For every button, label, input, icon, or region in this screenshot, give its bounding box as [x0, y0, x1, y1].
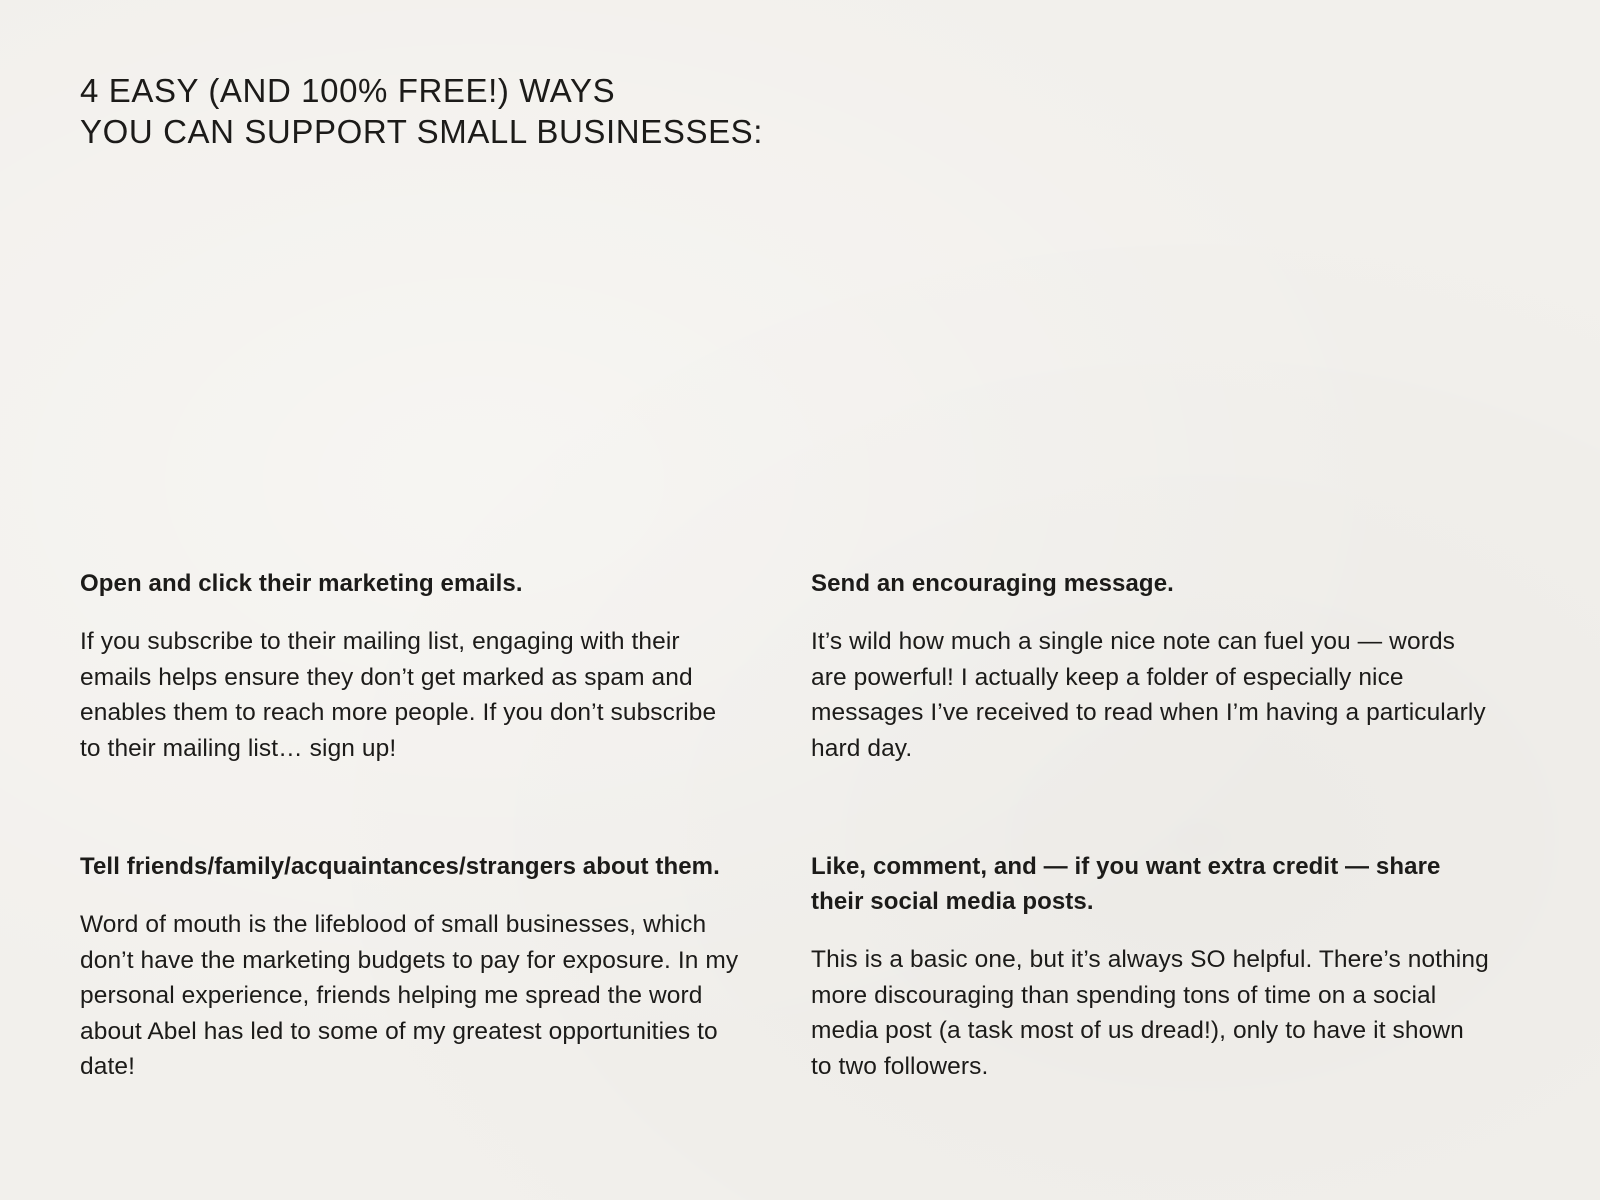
page-title	[80, 70, 980, 152]
tip-tell-friends	[80, 849, 740, 1085]
tip-heading: Open and click their marketing emails.	[80, 570, 523, 597]
tip-body: If you subscribe to their mailing list, engaging with their emails helps ensure they don’t get marked as spam and enables them to reach more people. If you don’t subscribe to their mailing list… sign up!	[80, 628, 717, 762]
tip-body: This is a basic one, but it’s always SO helpful. There’s nothing more discouraging than spending tons of time on a social media post (a task most of us dread!), only to have it shown to two followers.	[811, 946, 1489, 1080]
tip-encouraging-message	[811, 566, 1491, 766]
tip-heading: Tell friends/family/acquaintances/strangers about them.	[80, 853, 720, 880]
page-title-line-2: YOU CAN SUPPORT SMALL BUSINESSES:	[80, 113, 764, 150]
tip-body: Word of mouth is the lifeblood of small businesses, which don’t have the marketing budgets to pay for exposure. In my personal experience, friends helping me spread the word about Abel has led to some of my greatest opportunities to date!	[80, 911, 739, 1080]
tip-open-emails	[80, 566, 740, 766]
tip-heading: Like, comment, and — if you want extra credit — share their social media posts.	[811, 853, 1441, 915]
page-title-line-1: 4 EASY (AND 100% FREE!) WAYS	[80, 72, 616, 109]
tip-heading: Send an encouraging message.	[811, 570, 1174, 597]
tip-body: It’s wild how much a single nice note can fuel you — words are powerful! I actually keep a folder of especially nice messages I’ve received to read when I’m having a particularly hard day.	[811, 628, 1486, 762]
tip-social-media	[811, 849, 1491, 1084]
